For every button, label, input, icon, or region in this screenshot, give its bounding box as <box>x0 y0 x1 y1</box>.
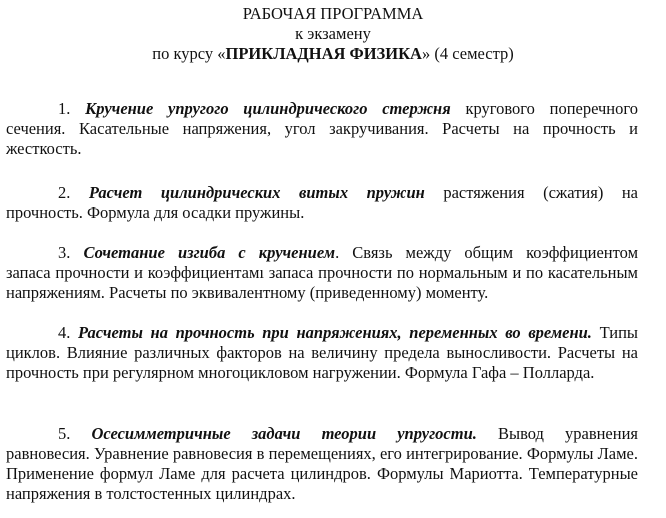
item-number: 4. <box>58 323 71 342</box>
item-topic: Расчеты на прочность при напряжениях, переменных во времени. <box>78 323 592 342</box>
program-item <box>6 424 638 504</box>
item-description: запаса прочности и коэффициентамı запаса прочности по нормальным и по касательным напряжениям. Расчеты по эквивалентному (приведенному) моменту. <box>6 263 638 302</box>
item-first-line-text: растяжения (сжатия) на <box>424 183 638 202</box>
item-topic: Кручение упругого цилиндрического стержня <box>85 99 451 118</box>
item-first-line-text: . Связь между общим коэффициентом <box>335 243 639 262</box>
item-first-line <box>6 243 638 263</box>
item-description: сечения. Касательные напряжения, угол закручивания. Расчеты на прочность и жесткость. <box>6 119 638 158</box>
item-first-line-text: Вывод уравнения <box>476 424 639 443</box>
item-number: 2. <box>58 183 71 202</box>
item-number: 5. <box>58 424 71 443</box>
program-item <box>6 323 638 383</box>
document-title: РАБОЧАЯ ПРОГРАММА <box>242 4 424 23</box>
item-topic: Расчет цилиндрических витых пружин <box>88 183 425 202</box>
item-description: прочность. Формула для осадки пружины. <box>6 203 305 222</box>
item-number: 1. <box>58 99 71 118</box>
item-number: 3. <box>58 243 71 262</box>
program-item <box>6 243 638 303</box>
course-line <box>0 44 666 64</box>
course-prefix: по курсу « <box>152 44 226 63</box>
course-name: ПРИКЛАДНАЯ ФИЗИКА <box>225 44 422 63</box>
item-topic: Сочетание изгиба с кручением <box>83 243 336 262</box>
item-topic: Осесимметричные задачи теории упругости. <box>91 424 477 443</box>
item-first-line-text: кругового поперечного <box>450 99 638 118</box>
item-first-line <box>6 323 638 343</box>
item-description: циклов. Влияние различных факторов на величину предела выносливости. Расчеты на прочность при регулярном многоцикловом нагружении. Формула Гафа – Полларда. <box>6 343 638 382</box>
item-description: равновесия. Уравнение равновесия в перемещениях, его интегрирование. Формулы Ламе. Применение формул Ламе для расчета цилиндров. Формулы Мариотта. Температурные напряжения в толстостенных цилиндрах. <box>6 444 638 503</box>
item-first-line <box>6 183 638 203</box>
item-first-line <box>6 424 638 444</box>
course-suffix: » (4 семестр) <box>421 44 514 63</box>
item-first-line-text: Типы <box>591 323 638 342</box>
document-subtitle: к экзамену <box>295 24 371 43</box>
item-first-line <box>6 99 638 119</box>
program-item <box>6 183 638 223</box>
document-header <box>0 4 666 64</box>
program-item <box>6 99 638 159</box>
